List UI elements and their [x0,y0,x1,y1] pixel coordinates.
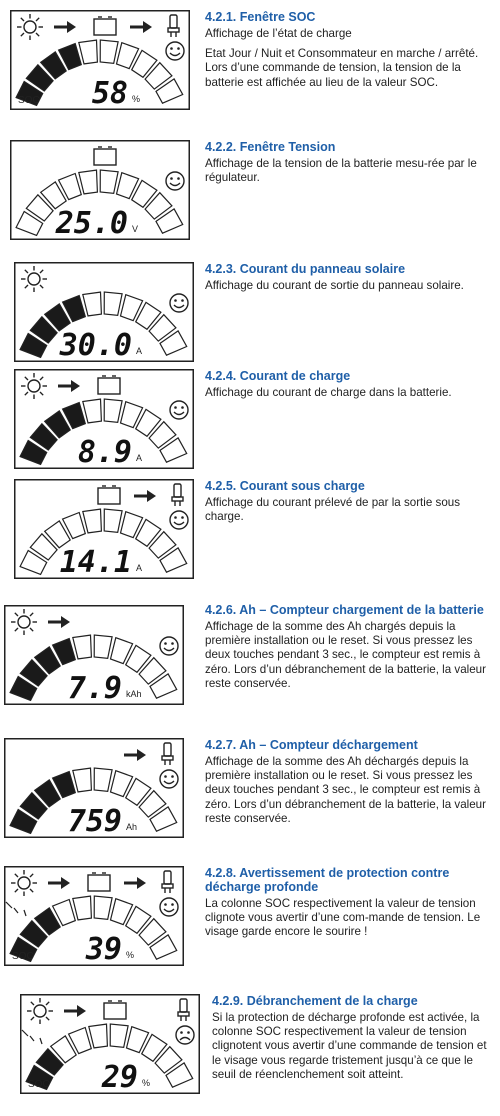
section-heading: 4.2.7. Ah – Compteur déchargement [205,738,418,752]
section-heading: 4.2.2. Fenêtre Tension [205,140,336,154]
lcd-display [14,479,194,579]
value-readout: 14.1 [59,545,132,579]
soc-label: SOC [12,951,34,962]
value-readout: 58 [91,76,128,110]
section-paragraph: Affichage du courant de sortie du panneau solaire. [205,279,464,292]
unit-label: A [136,563,143,573]
value-readout: 25.0 [55,206,128,240]
unit-label: kAh [126,689,142,699]
section-paragraph: Affichage de la tension de la batterie mesu-rée par le régulateur. [205,157,477,185]
section-heading: 4.2.5. Courant sous charge [205,479,365,493]
section-heading: 4.2.9. Débranchement de la charge [212,994,418,1008]
lcd-display [4,605,184,705]
value-readout: 39 [85,932,122,966]
unit-label: A [136,346,143,356]
section-heading: 4.2.6. Ah – Compteur chargement de la batterie [205,603,484,617]
lcd-display [20,994,200,1094]
section-paragraph: Etat Jour / Nuit et Consommateur en marche / arrêté. Lors d’une commande de tension, la tension de la batterie est affichée au lieu de la valeur SOC. [205,47,479,89]
value-readout: 7.9 [67,671,122,705]
soc-label: SOC [28,1079,50,1090]
unit-label: Ah [126,822,138,832]
section-paragraph: La colonne SOC respectivement la valeur de tension clignote vous avertir d’une com-mande de tension. Le visage garde encore le sourire ! [205,897,481,939]
lcd-display [4,738,184,838]
section-heading: 4.2.4. Courant de charge [205,369,351,383]
soc-label: SOC [18,95,40,106]
unit-label: % [132,94,141,104]
section-heading: 4.2.8. Avertissement de protection contre décharge profonde [205,866,450,894]
section-paragraph: Affichage du courant de charge dans la batterie. [205,386,452,399]
lcd-display [4,866,184,966]
section-heading: 4.2.1. Fenêtre SOC [205,10,316,24]
value-readout: 759 [67,804,122,838]
unit-label: % [142,1078,151,1088]
section-paragraph: Affichage du courant prélevé de par la sortie sous charge. [205,496,461,524]
section-paragraph: Affichage de l’état de charge [205,27,352,40]
section-paragraph: Affichage de la somme des Ah chargés depuis la première installation ou le reset. Si vous pressez les deux touches pendant 3 sec., le compteur est remis à zéro. Lors d’un débranchement de la batterie, la valeur reste conservée. [205,620,486,690]
section-paragraph: Si la protection de décharge profonde est activée, la colonne SOC respectivement la valeur de tension clignotent vous avertir d’une commande de tension et le visage vous regarde tristement jusqu’à ce que le seuil de réenclenchement soit atteint. [212,1011,487,1081]
unit-label: % [126,950,135,960]
unit-label: A [136,453,143,463]
value-readout: 29 [101,1060,138,1094]
lcd-display [10,10,190,110]
value-readout: 30.0 [59,328,132,362]
lcd-display [14,369,194,469]
unit-label: V [132,224,139,234]
lcd-display [10,140,190,240]
section-heading: 4.2.3. Courant du panneau solaire [205,262,406,276]
value-readout: 8.9 [77,435,132,469]
lcd-display [14,262,194,362]
section-paragraph: Affichage de la somme des Ah déchargés depuis la première installation ou le reset. Si vous pressez les deux touches pendant 3 sec., le compteur est remis à zéro. Lors d’un débranchement de la batterie, la valeur reste conservée. [205,755,486,825]
